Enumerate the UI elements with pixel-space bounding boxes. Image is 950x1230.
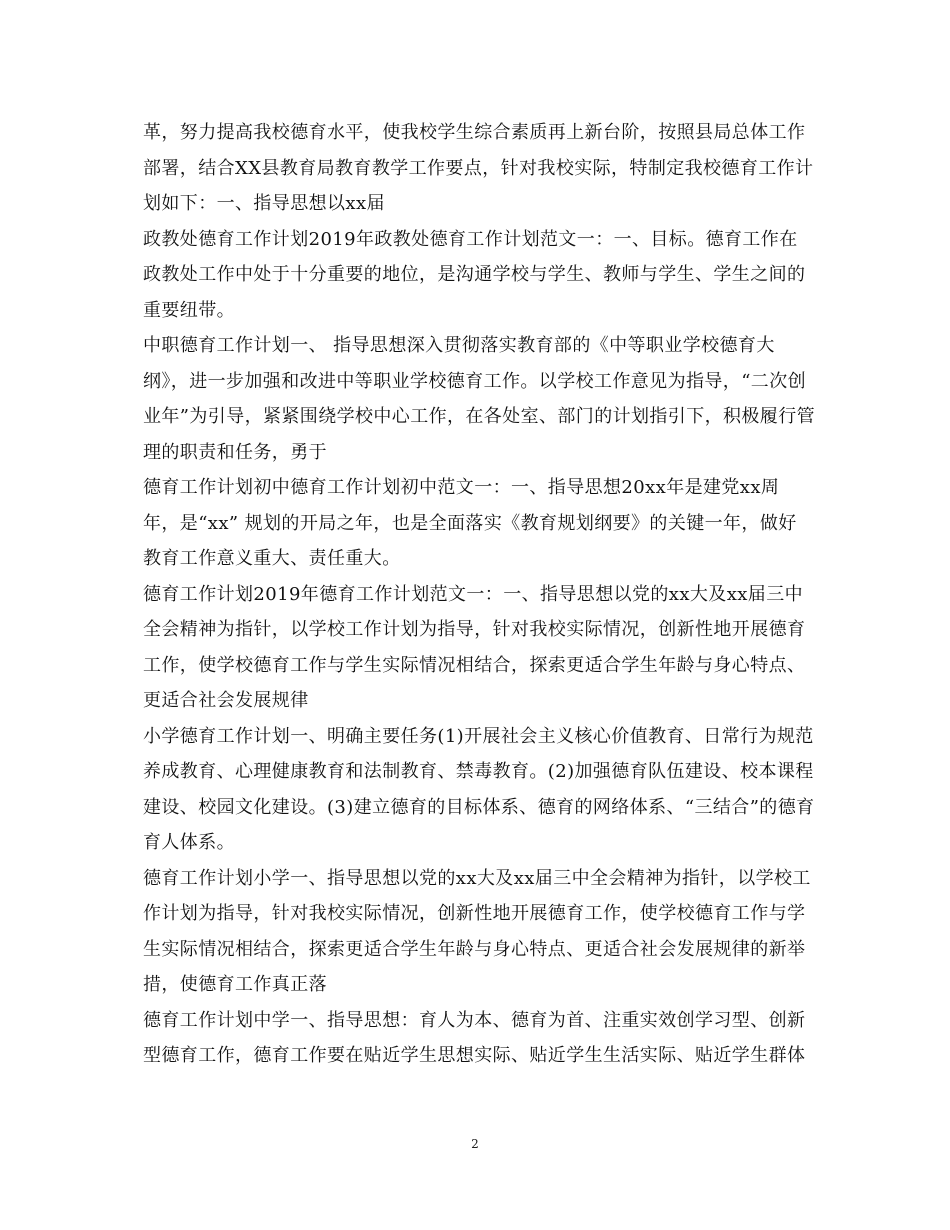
page-body <box>143 115 815 1074</box>
paragraph-5: 德育工作计划2019年德育工作计划范文一：一、指导思想以党的xx大及xx届三中全会精神为指针，以学校工作计划为指导，针对我校实际情况，创新性地开展德育工作，使学校德育工作与学生实际情况相结合，探索更适合学生年龄与身心特点、更适合社会发展规律 <box>143 583 806 711</box>
paragraph-4: 德育工作计划初中德育工作计划初中范文一：一、指导思想20xx年是建党xx周年，是“xx” 规划的开局之年，也是全面落实《教育规划纲要》的关键一年，做好教育工作意义重大、责任重大。 <box>143 477 797 569</box>
paragraph-1: 革，努力提高我校德育水平，使我校学生综合素质再上新台阶，按照县局总体工作部署，结合XX县教育局教育教学工作要点，针对我校实际，特制定我校德育工作计划如下：一、指导思想以xx届 <box>143 122 814 214</box>
page-number: 2 <box>471 1137 479 1151</box>
paragraph-2: 政教处德育工作计划2019年政教处德育工作计划范文一：一、目标。德育工作在政教处工作中处于十分重要的地位，是沟通学校与学生、教师与学生、学生之间的重要纽带。 <box>143 228 806 321</box>
paragraph-8: 德育工作计划中学一、指导思想：育人为本、德育为首、注重实效创学习型、创新型德育工作，德育工作要在贴近学生思想实际、贴近学生生活实际、贴近学生群体 <box>143 1009 806 1066</box>
paragraph-3: 中职德育工作计划一、 指导思想深入贯彻落实教育部的《中等职业学校德育大纲》，进一步加强和改进中等职业学校德育工作。以学校工作意见为指导，“二次创业年”为引导，紧紧围绕学校中心工作，在各处室、部门的计划指引下，积极履行管理的职责和任务，勇于 <box>143 335 815 463</box>
paragraph-7: 德育工作计划小学一、指导思想以党的xx大及xx届三中全会精神为指针，以学校工作计划为指导，针对我校实际情况，创新性地开展德育工作，使学校德育工作与学生实际情况相结合，探索更适合学生年龄与身心特点、更适合社会发展规律的新举措，使德育工作真正落 <box>143 867 811 995</box>
paragraph-6: 小学德育工作计划一、明确主要任务(1)开展社会主义核心价值教育、日常行为规范养成教育、心理健康教育和法制教育、禁毒教育。(2)加强德育队伍建设、校本课程建设、校园文化建设。(3)建立德育的目标体系、德育的网络体系、“三结合”的德育育人体系。 <box>143 725 815 853</box>
